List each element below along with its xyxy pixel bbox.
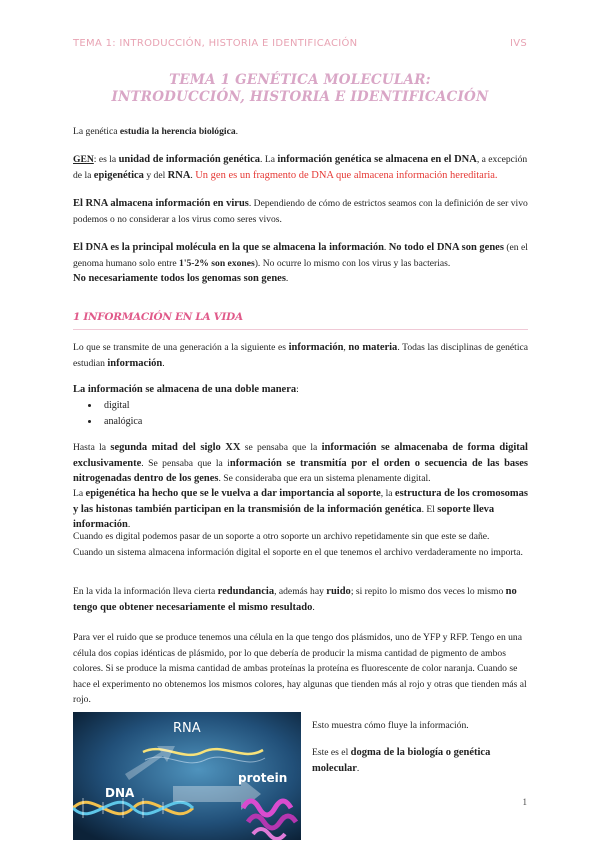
paragraph-transmission: Lo que se transmite de una generación a la siguiente es información, no materia. Todas las disciplinas de genética estudian información. [73,342,529,369]
central-dogma-figure [73,712,301,840]
list-item: • digital [100,398,142,414]
protein-label: protein [238,771,288,785]
paragraph-dna: El DNA es la principal molécula en la que se almacena la información. No todo el DNA son genes (en el genoma humano solo entre 1'5-2% son exones). No ocurre lo mismo con los virus y las bacterias. No necesariamente todos los genomas son genes. [73,242,528,284]
page-number: 1 [522,797,527,807]
storage-list [88,398,142,430]
paragraph-storage: La información se almacena de una doble manera: [73,384,299,395]
header-left: TEMA 1: INTRODUCCIÓN, HISTORIA E IDENTIFICACIÓN [73,38,358,49]
section-heading: 1 INFORMACIÓN EN LA VIDA [73,311,243,323]
paragraph-history: Hasta la segunda mitad del siglo XX se pensaba que la información se almacenaba de forma digital exclusivamente. Se pensaba que la información se transmitía por el orden o secuencia de las bases nitrogenadas dentro de los genes. Se consideraba que era un sistema plenamente digital. [73,442,528,484]
paragraph-rna-virus: El RNA almacena información en virus. Dependiendo de cómo de estrictos seamos con la definición de ser vivo podemos o no considerar a los virus como seres vivos. [73,198,528,225]
section-divider [73,329,528,330]
paragraph-flow: Esto muestra cómo fluye la información. [312,720,469,731]
paragraph-epigenetics: La epigenética ha hecho que se le vuelva a dar importancia al soporte, la estructura de los cromosomas y las histonas también participan en la transmisión de la información genética. El soporte lleva información. [73,488,528,530]
paragraph-gen-definition: GEN: es la unidad de información genética. La información genética se almacena en el DNA, a excepción de la epigenética y del RNA. Un gen es un fragmento de DNA que almacena información hereditaria. [73,154,528,181]
rna-label: RNA [173,721,201,736]
paragraph-noise: En la vida la información lleva cierta redundancia, además hay ruido; si repito lo mismo dos veces lo mismo no tengo que obtener necesariamente el mismo resultado. [73,586,517,613]
document-title: TEMA 1 GENÉTICA MOLECULAR: INTRODUCCIÓN, HISTORIA E IDENTIFICACIÓN [111,72,489,105]
list-item: • analógica [100,414,142,430]
gen-term: GEN [73,154,94,165]
header-right: IVS [509,38,527,49]
paragraph-genetics: La genética estudia la herencia biológica. [73,126,239,137]
page-header [73,38,527,54]
paragraph-digital: Cuando es digital podemos pasar de un soporte a otro soporte un archivo repetidamente sin que este se dañe. Cuando un sistema almacena información digital el soporte en el que tenemos el archivo verdaderamente no importa. [73,531,523,558]
paragraph-dogma: Este es el dogma de la biología o genética molecular. [312,747,491,774]
gen-highlight: Un gen es un fragmento de DNA que almacena información hereditaria. [195,169,498,181]
central-dogma-illustration [73,712,301,840]
paragraph-experiment: Para ver el ruido que se produce tenemos una célula en la que tengo dos plásmidos, uno de YFP y RFP. Tengo en una célula dos copias idénticas de plásmido, por lo que debería de producir la misma cantidad de pigmento de ambos colores. Si se produce la misma cantidad de ambas proteínas la proteína es fluorescente de color naranja. Cuando se hace el experimento no obtenemos los mismos colores, hay algunas que tienden más al rojo y otras que tienden más al rojo. [73,632,527,705]
dna-label: DNA [105,786,135,800]
